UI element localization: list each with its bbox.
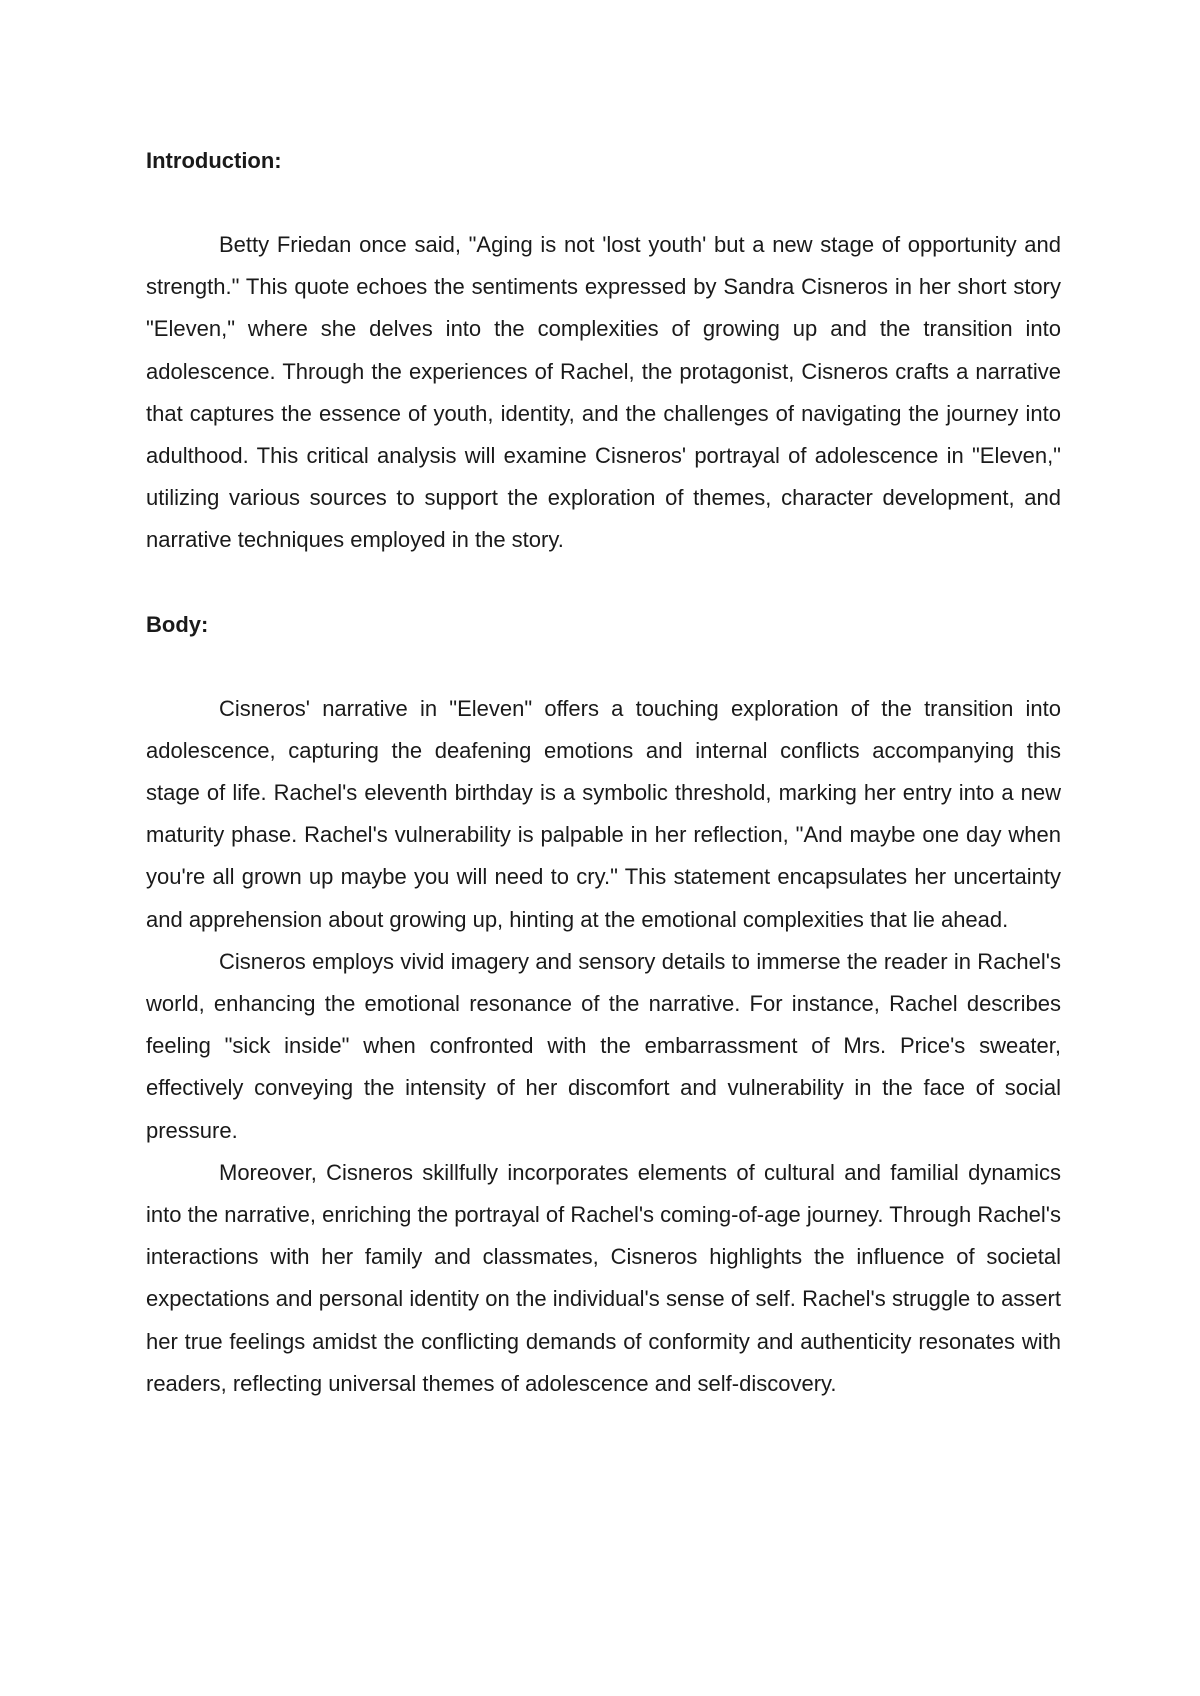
body-paragraph-3: Moreover, Cisneros skillfully incorporates elements of cultural and familial dynamics into the narrative, enriching the portrayal of Rachel's coming-of-age journey. Through Rachel's interactions with her family and classmates, Cisneros highlights the influence of societal expectations and personal identity on the individual's sense of self. Rachel's struggle to assert her true feelings amidst the conflicting demands of conformity and authenticity resonates with readers, reflecting universal themes of adolescence and self-discovery. xyxy=(146,1159,1061,1396)
spacer xyxy=(146,646,1061,688)
body-heading: Body: xyxy=(146,611,209,637)
spacer xyxy=(146,562,1061,604)
body-paragraph-2: Cisneros employs vivid imagery and sensory details to immerse the reader in Rachel's world, enhancing the emotional resonance of the narrative. For instance, Rachel describes feeling "sick inside" when confronted with the embarrassment of Mrs. Price's sweater, effectively conveying the intensity of her discomfort and vulnerability in the face of social pressure. xyxy=(146,948,1061,1143)
spacer xyxy=(146,182,1061,224)
document-content xyxy=(146,140,1061,1405)
introduction-paragraph: Betty Friedan once said, "Aging is not 'lost youth' but a new stage of opportunity and strength." This quote echoes the sentiments expressed by Sandra Cisneros in her short story "Eleven," where she delves into the complexities of growing up and the transition into adolescence. Through the experiences of Rachel, the protagonist, Cisneros crafts a narrative that captures the essence of youth, identity, and the challenges of navigating the journey into adulthood. This critical analysis will examine Cisneros' portrayal of adolescence in "Eleven," utilizing various sources to support the exploration of themes, character development, and narrative techniques employed in the story. xyxy=(146,232,1061,553)
body-paragraph-1: Cisneros' narrative in "Eleven" offers a touching exploration of the transition into adolescence, capturing the deafening emotions and internal conflicts accompanying this stage of life. Rachel's eleventh birthday is a symbolic threshold, marking her entry into a new maturity phase. Rachel's vulnerability is palpable in her reflection, "And maybe one day when you're all grown up maybe you will need to cry." This statement encapsulates her uncertainty and apprehension about growing up, hinting at the emotional complexities that lie ahead. xyxy=(146,695,1061,932)
introduction-heading: Introduction: xyxy=(146,148,282,173)
